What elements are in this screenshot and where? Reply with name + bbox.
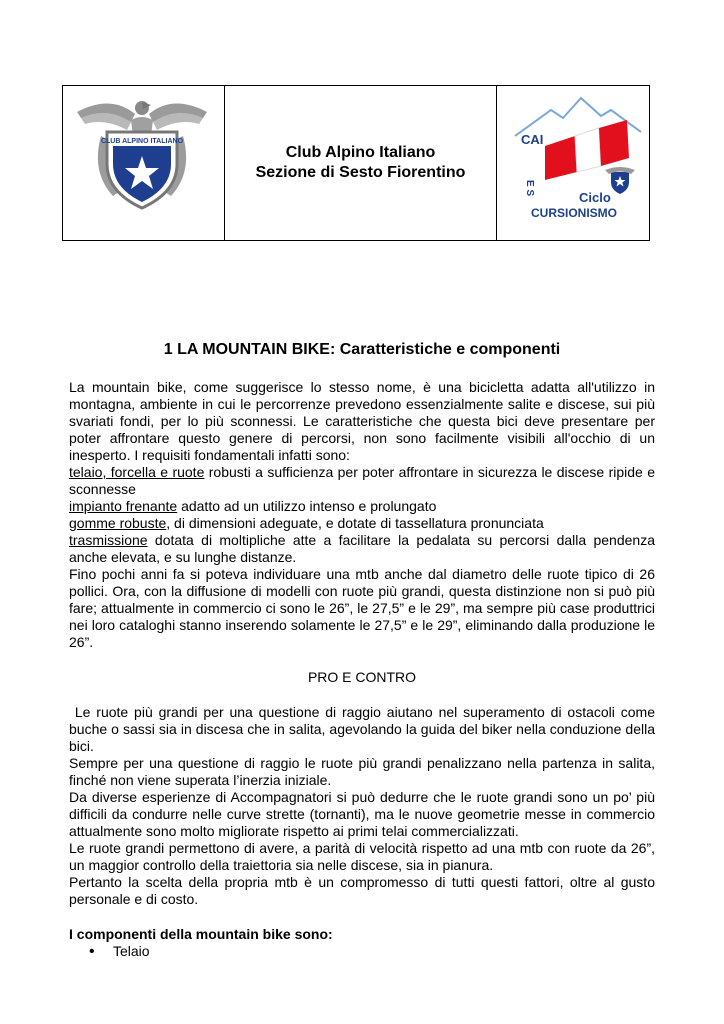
ciclo-text: Ciclo	[579, 190, 611, 205]
requirement-term: impianto frenante	[69, 498, 178, 514]
requirement-term: gomme robuste	[69, 515, 167, 531]
pro-contro-title: PRO E CONTRO	[307, 669, 417, 685]
requirement-term: telaio, forcella e ruote	[69, 464, 205, 480]
components-title: I componenti della mountain bike sono:	[69, 926, 333, 942]
document-body	[69, 340, 659, 960]
list-item: • Telaio	[113, 943, 655, 960]
header-title-cell	[225, 86, 497, 240]
requirement-text: adatto ad un utilizzo intenso e prolungato	[177, 498, 437, 514]
section-name: Sezione di Sesto Fiorentino	[255, 164, 466, 181]
pro-contro-paragraph: Da diverse esperienze di Accompagnatori si può dedurre che le ruote grandi sono un po’ più difficili da condurre nelle curve strette (tornanti), ma le nuove geometrie messe in commercio attualmente sono molto migliorate rispetto ai primi telai commercializzati.	[69, 789, 655, 839]
header-table	[62, 85, 650, 241]
wheels-paragraph: Fino pochi anni fa si poteva individuare una mtb anche dal diametro delle ruote tipico di 26 pollici. Ora, con la diffusione di modelli con ruote più grandi, questa distinzione non si può più fare; attualmente in commercio ci sono le 26”, le 27,5” e le 29”, ma sempre più case produttrici nei loro cataloghi stanno inserendo solamente le 27,5” e le 29”, eliminando dalla produzione le 26”.	[69, 566, 655, 650]
requirement-text: dotata di moltipliche atte a facilitare la pedalata su percorsi dalla pendenza anche elevata, e su lunghe distanze.	[69, 532, 655, 565]
requirement-item	[69, 498, 655, 515]
pro-contro-paragraph: Pertanto la scelta della propria mtb è un compromesso di tutti questi fattori, oltre al gusto personale e di costo.	[69, 874, 655, 907]
section-heading: 1 LA MOUNTAIN BIKE: Caratteristiche e componenti	[163, 341, 561, 358]
requirement-item	[69, 532, 655, 566]
es-text: E S	[524, 180, 535, 197]
cai-text: CAI	[521, 132, 544, 147]
pro-contro-paragraph: Sempre per una questione di raggio le ruote più grandi penalizzano nella partenza in salita, finché non viene superata l’inerzia iniziale.	[69, 755, 655, 788]
header-left-cell	[63, 86, 225, 240]
requirement-item	[69, 464, 655, 498]
header-right-cell	[497, 86, 649, 240]
pro-contro-paragraph: Le ruote più grandi per una questione di raggio aiutano nel superamento di ostacoli come buche o sassi sia in discesa che in salita, agevolando la guida del biker nella conduzione della bici.	[69, 704, 659, 754]
components-list	[69, 943, 655, 960]
pro-contro-paragraph: Le ruote grandi permettono di avere, a parità di velocità rispetto ad una mtb con ruote da 26”, un maggior controllo della traiettoria sia nelle discese, sia in pianura.	[69, 840, 655, 873]
requirement-item	[69, 515, 655, 532]
club-name: Club Alpino Italiano	[285, 144, 436, 161]
cursionismo-text: CURSIONISMO	[531, 206, 618, 220]
requirement-text: , di dimensioni adeguate, e dotate di tassellatura pronunciata	[166, 515, 544, 531]
requirement-term: trasmissione	[69, 532, 148, 548]
ciclo-escursionismo-logo	[501, 88, 649, 238]
requirement-text: robusti a sufficienza per poter affrontare in sicurezza le discese ripide e sconnesse	[69, 464, 656, 497]
cai-eagle-logo	[71, 92, 213, 212]
intro-paragraph: La mountain bike, come suggerisce lo stesso nome, è una bicicletta adatta all'utilizzo in montagna, ambiente in cui le percorrenze prevedono essenzialmente salite e discese, sui più svariati fondi, per lo più sconnessi. Le caratteristiche che questa bici deve presentare per poter affrontare questo genere di percorsi, non sono facilmente visibili all'occhio di un inesperto. I requisiti fondamentali infatti sono:	[69, 379, 655, 463]
left-logo-text: CLUB ALPINO ITALIANO	[100, 138, 184, 145]
